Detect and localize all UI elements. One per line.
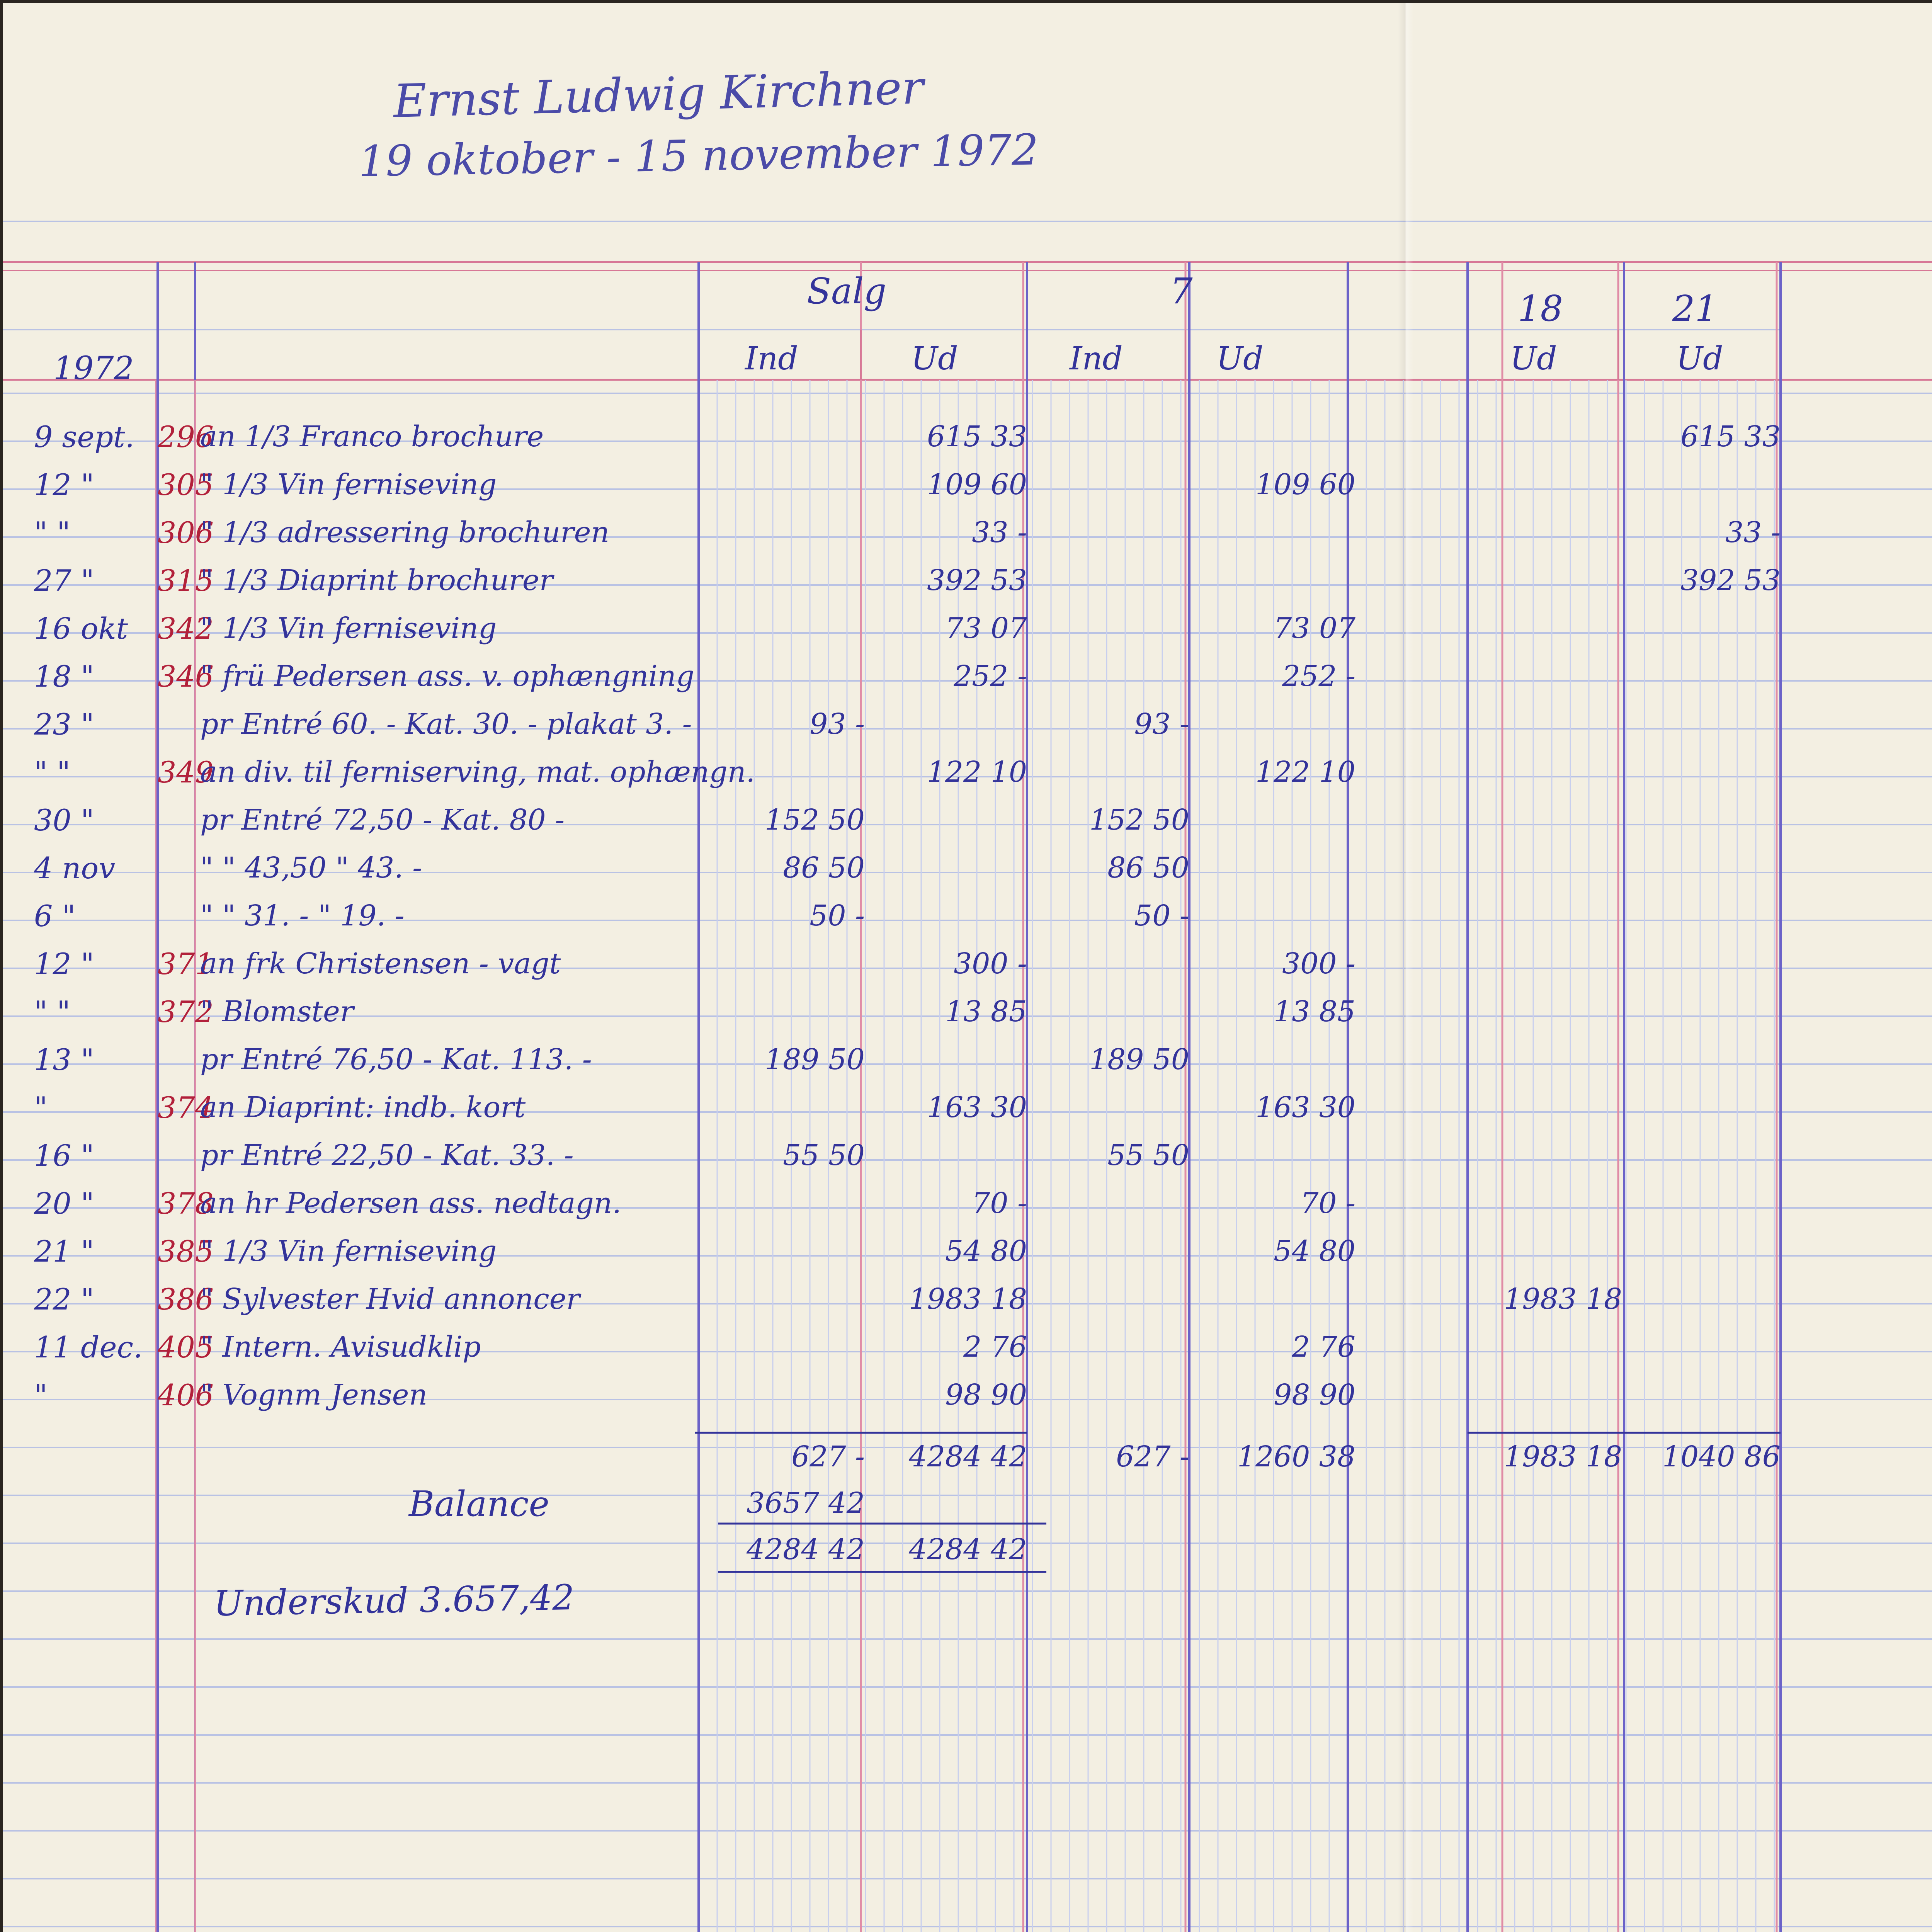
entry-amount-salg-ind: 86 50 bbox=[783, 851, 865, 884]
entry-amount-salg-ud: 392 53 bbox=[927, 564, 1027, 597]
entry-description: " 1/3 Vin ferniseving bbox=[200, 468, 497, 501]
entry-voucher-number: 346 bbox=[158, 659, 214, 694]
entry-amount-c7-ind: 86 50 bbox=[1107, 851, 1189, 884]
entry-description: " 1/3 Diaprint brochurer bbox=[200, 564, 553, 597]
entry-voucher-number: 372 bbox=[158, 995, 214, 1029]
entry-date: " " bbox=[34, 515, 71, 550]
ledger-title: Ernst Ludwig Kirchner bbox=[393, 61, 924, 128]
entry-date: " " bbox=[34, 995, 71, 1029]
entry-amount-salg-ud: 98 90 bbox=[945, 1378, 1027, 1412]
entry-description: " Vognm Jensen bbox=[200, 1378, 428, 1412]
column-salg-ind: Ind bbox=[745, 340, 798, 377]
balance-label: Balance bbox=[409, 1484, 549, 1524]
grand-total-ind: 4284 42 bbox=[746, 1533, 865, 1566]
entry-date: 16 " bbox=[34, 1138, 94, 1173]
entry-amount-c7-ud: 163 30 bbox=[1255, 1091, 1355, 1124]
entry-description: pr Entré 22,50 - Kat. 33. - bbox=[200, 1139, 574, 1172]
ledger-period: 19 oktober - 15 november 1972 bbox=[358, 125, 1039, 186]
entry-date: 16 okt bbox=[34, 611, 128, 646]
entry-amount-c7-ud: 122 10 bbox=[1255, 755, 1355, 789]
entry-description: pr Entré 72,50 - Kat. 80 - bbox=[200, 803, 565, 837]
entry-date: 18 " bbox=[34, 659, 94, 694]
entry-voucher-number: 385 bbox=[158, 1234, 214, 1269]
column-year: 1972 bbox=[53, 350, 134, 387]
entry-voucher-number: 349 bbox=[158, 755, 214, 789]
entry-amount-c18-ud: 1983 18 bbox=[1503, 1282, 1622, 1316]
entry-date: 11 dec. bbox=[34, 1330, 143, 1364]
entry-date: " bbox=[34, 1090, 48, 1125]
entry-voucher-number: 374 bbox=[158, 1090, 214, 1125]
entry-date: 4 nov bbox=[34, 851, 116, 885]
entry-amount-salg-ind: 189 50 bbox=[765, 1043, 865, 1076]
entry-amount-c21-ud: 33 - bbox=[1725, 516, 1781, 549]
column-7-ind: Ind bbox=[1070, 340, 1123, 377]
entry-amount-salg-ud: 252 - bbox=[954, 660, 1027, 693]
balance-value: 3657 42 bbox=[746, 1486, 865, 1520]
entry-amount-c7-ind: 189 50 bbox=[1089, 1043, 1189, 1076]
entry-voucher-number: 296 bbox=[158, 420, 214, 454]
entry-voucher-number: 315 bbox=[158, 563, 214, 598]
entry-amount-salg-ud: 2 76 bbox=[963, 1330, 1027, 1364]
total-salg-ud: 4284 42 bbox=[908, 1440, 1027, 1473]
entry-amount-salg-ud: 33 - bbox=[972, 516, 1027, 549]
entry-amount-c7-ud: 252 - bbox=[1282, 660, 1355, 693]
entry-amount-c7-ud: 70 - bbox=[1300, 1187, 1355, 1220]
entry-description: an frk Christensen - vagt bbox=[200, 947, 561, 980]
total-7-ud: 1260 38 bbox=[1237, 1440, 1355, 1473]
entry-amount-salg-ind: 93 - bbox=[810, 707, 865, 741]
entry-amount-salg-ud: 300 - bbox=[954, 947, 1027, 980]
entry-description: an Diaprint: indb. kort bbox=[200, 1091, 526, 1124]
entry-amount-salg-ud: 54 80 bbox=[945, 1235, 1027, 1268]
entry-description: " 1/3 adressering brochuren bbox=[200, 516, 610, 549]
entry-amount-c7-ud: 98 90 bbox=[1274, 1378, 1355, 1412]
entry-amount-salg-ud: 1983 18 bbox=[908, 1282, 1027, 1316]
total-18-ud: 1983 18 bbox=[1503, 1440, 1622, 1473]
entry-amount-c21-ud: 615 33 bbox=[1680, 420, 1781, 453]
column-group-18: 18 bbox=[1518, 288, 1563, 329]
entry-voucher-number: 378 bbox=[158, 1186, 214, 1221]
entry-amount-c7-ud: 54 80 bbox=[1274, 1235, 1355, 1268]
entry-amount-c7-ud: 13 85 bbox=[1274, 995, 1355, 1028]
entry-date: " " bbox=[34, 755, 71, 789]
entry-amount-c7-ind: 152 50 bbox=[1089, 803, 1189, 837]
entry-amount-salg-ind: 55 50 bbox=[783, 1139, 865, 1172]
total-7-ind: 627 - bbox=[1116, 1440, 1189, 1473]
entry-voucher-number: 405 bbox=[158, 1330, 214, 1364]
entry-voucher-number: 386 bbox=[158, 1282, 214, 1316]
entry-date: 12 " bbox=[34, 947, 94, 981]
deficit-note: Underskud 3.657,42 bbox=[213, 1577, 575, 1624]
column-21-ud: Ud bbox=[1676, 340, 1723, 377]
entry-amount-salg-ud: 70 - bbox=[972, 1187, 1027, 1220]
column-18-ud: Ud bbox=[1510, 340, 1557, 377]
entry-amount-salg-ud: 615 33 bbox=[927, 420, 1027, 453]
entry-amount-c7-ud: 109 60 bbox=[1255, 468, 1355, 501]
entry-date: 6 " bbox=[34, 899, 76, 933]
entry-voucher-number: 371 bbox=[158, 947, 214, 981]
entry-description: an 1/3 Franco brochure bbox=[200, 420, 544, 453]
entry-description: an hr Pedersen ass. nedtagn. bbox=[200, 1187, 621, 1220]
entry-amount-salg-ud: 122 10 bbox=[927, 755, 1027, 789]
column-group-7: 7 bbox=[1170, 270, 1193, 312]
entry-date: 30 " bbox=[34, 803, 94, 837]
entry-voucher-number: 342 bbox=[158, 611, 214, 646]
entry-amount-c7-ind: 55 50 bbox=[1107, 1139, 1189, 1172]
column-group-21: 21 bbox=[1672, 288, 1718, 329]
entry-amount-salg-ind: 152 50 bbox=[765, 803, 865, 837]
total-21-ud: 1040 86 bbox=[1662, 1440, 1781, 1473]
entry-description: " " 43,50 " 43. - bbox=[200, 851, 422, 884]
entry-description: " Blomster bbox=[200, 995, 354, 1028]
entry-description: pr Entré 76,50 - Kat. 113. - bbox=[200, 1043, 592, 1076]
entry-amount-salg-ud: 163 30 bbox=[927, 1091, 1027, 1124]
total-salg-ind: 627 - bbox=[791, 1440, 865, 1473]
entry-description: " Intern. Avisudklip bbox=[200, 1330, 481, 1364]
entry-date: 20 " bbox=[34, 1186, 94, 1221]
entry-description: " Sylvester Hvid annoncer bbox=[200, 1282, 580, 1316]
entry-date: 23 " bbox=[34, 707, 94, 742]
entry-date: 12 " bbox=[34, 468, 94, 502]
entry-amount-c7-ud: 300 - bbox=[1282, 947, 1355, 980]
column-7-ud: Ud bbox=[1216, 340, 1264, 377]
entry-date: " bbox=[34, 1378, 48, 1412]
entry-amount-c7-ud: 2 76 bbox=[1292, 1330, 1355, 1364]
entry-description: " 1/3 Vin ferniseving bbox=[200, 612, 497, 645]
entry-voucher-number: 305 bbox=[158, 468, 214, 502]
entry-description: " frü Pedersen ass. v. ophængning bbox=[200, 660, 694, 693]
entry-description: pr Entré 60. - Kat. 30. - plakat 3. - bbox=[200, 707, 692, 741]
entry-date: 13 " bbox=[34, 1043, 94, 1077]
entry-amount-c7-ind: 93 - bbox=[1134, 707, 1189, 741]
entry-amount-salg-ind: 50 - bbox=[810, 899, 865, 932]
entry-amount-salg-ud: 13 85 bbox=[945, 995, 1027, 1028]
entry-date: 27 " bbox=[34, 563, 94, 598]
page-fold bbox=[1398, 3, 1413, 1932]
entry-amount-salg-ud: 73 07 bbox=[945, 612, 1027, 645]
entry-description: an div. til ferniserving, mat. ophængn. bbox=[200, 755, 755, 789]
entry-description: " " 31. - " 19. - bbox=[200, 899, 405, 932]
grand-total-ud: 4284 42 bbox=[908, 1533, 1027, 1566]
entry-voucher-number: 306 bbox=[158, 515, 214, 550]
entry-description: " 1/3 Vin ferniseving bbox=[200, 1235, 497, 1268]
entry-voucher-number: 406 bbox=[158, 1378, 214, 1412]
column-salg-ud: Ud bbox=[911, 340, 958, 377]
entry-amount-c7-ud: 73 07 bbox=[1274, 612, 1355, 645]
entry-date: 21 " bbox=[34, 1234, 94, 1269]
entry-amount-c21-ud: 392 53 bbox=[1680, 564, 1781, 597]
entry-amount-salg-ud: 109 60 bbox=[927, 468, 1027, 501]
entry-amount-c7-ind: 50 - bbox=[1134, 899, 1189, 932]
entry-date: 9 sept. bbox=[34, 420, 134, 454]
ledger-sheet bbox=[3, 3, 1932, 1932]
column-group-salg: Salg bbox=[807, 270, 887, 312]
entry-date: 22 " bbox=[34, 1282, 94, 1316]
